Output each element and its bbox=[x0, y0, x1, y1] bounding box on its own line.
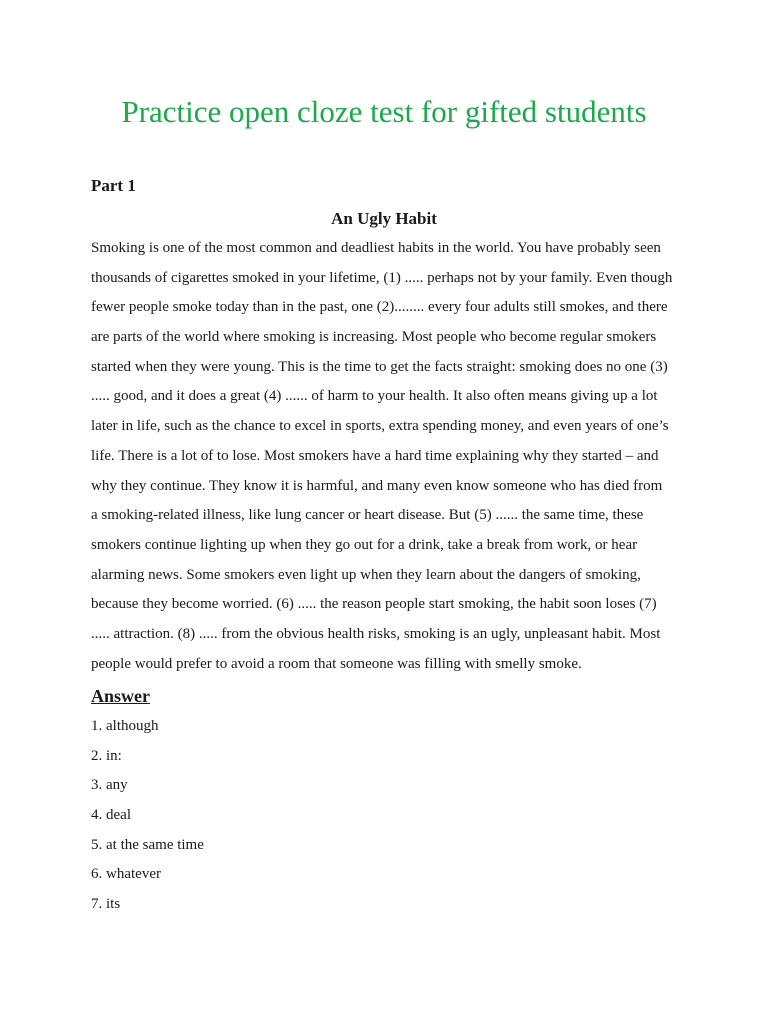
passage-line: because they become worried. (6) ..... the reason people start smoking, the habit soon loses (7) bbox=[91, 596, 657, 613]
passage-line: fewer people smoke today than in the past, one (2)........ every four adults still smokes, and there bbox=[91, 299, 668, 316]
passage-title: An Ugly Habit bbox=[331, 209, 437, 228]
answer-item: 5. at the same time bbox=[91, 836, 204, 853]
answer-heading: Answer bbox=[91, 686, 150, 706]
passage-line: Smoking is one of the most common and deadliest habits in the world. You have probably seen bbox=[91, 240, 661, 256]
passage-line: people would prefer to avoid a room that someone was filling with smelly smoke. bbox=[91, 655, 582, 672]
answer-item: 2. in: bbox=[91, 747, 122, 764]
passage-line: are parts of the world where smoking is increasing. Most people who become regular smokers bbox=[91, 329, 657, 346]
answer-item: 1. although bbox=[91, 718, 159, 734]
passage-body bbox=[91, 234, 691, 679]
passage-line: ..... attraction. (8) ..... from the obvious health risks, smoking is an ugly, unpleasant habit. Most bbox=[91, 625, 661, 642]
passage-line: thousands of cigarettes smoked in your lifetime, (1) ..... perhaps not by your family. Even though bbox=[91, 269, 673, 286]
answer-item: 4. deal bbox=[91, 807, 131, 824]
passage-line: life. There is a lot of to lose. Most smokers have a hard time explaining why they started – and bbox=[91, 447, 659, 464]
answer-list bbox=[91, 712, 491, 920]
answer-item: 7. its bbox=[91, 896, 121, 913]
passage-line: a smoking-related illness, like lung cancer or heart disease. But (5) ...... the same time, these bbox=[91, 507, 644, 524]
passage-line: why they continue. They know it is harmful, and many even know someone who has died from bbox=[91, 477, 663, 494]
passage-line: alarming news. Some smokers even light up when they learn about the dangers of smoking, bbox=[91, 566, 641, 583]
answer-item: 3. any bbox=[91, 777, 128, 794]
part-label: Part 1 bbox=[91, 176, 136, 195]
passage-line: started when they were young. This is the time to get the facts straight: smoking does no one (3) bbox=[91, 358, 668, 375]
answer-item: 6. whatever bbox=[91, 866, 161, 883]
passage-line: ..... good, and it does a great (4) ...... of harm to your health. It also often means giving up a lot bbox=[91, 388, 658, 405]
document-title: Practice open cloze test for gifted students bbox=[121, 94, 647, 129]
passage-line: later in life, such as the chance to excel in sports, extra spending money, and even years of one’s bbox=[91, 418, 669, 435]
passage-line: smokers continue lighting up when they go out for a drink, take a break from work, or hear bbox=[91, 536, 638, 553]
